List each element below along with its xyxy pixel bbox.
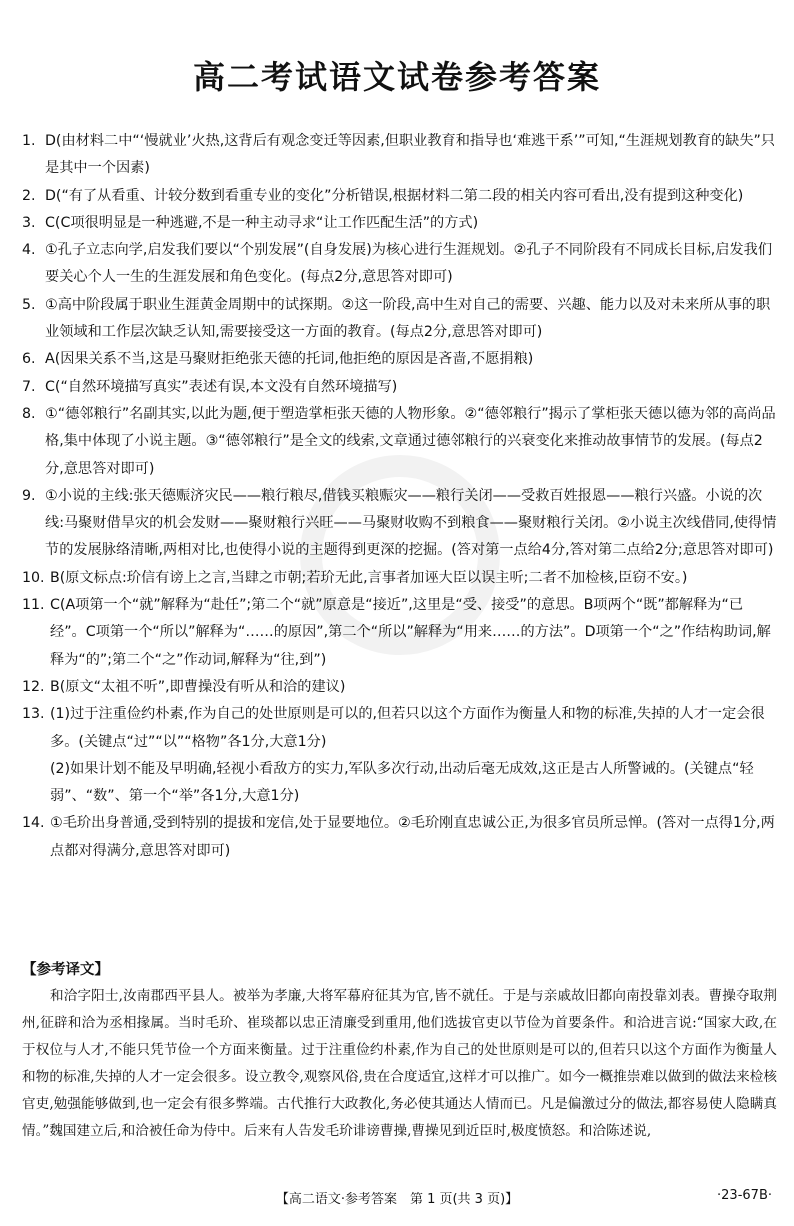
- answer-item-1: [22, 128, 777, 183]
- answer-text: C(C项很明显是一种逃避,不是一种主动寻求“让工作匹配生活”的方式): [45, 214, 479, 231]
- answer-text: A(因果关系不当,这是马聚财拒绝张天德的托词,他拒绝的原因是吝啬,不愿捐粮): [45, 351, 534, 368]
- answer-number: 9.: [22, 487, 36, 504]
- answer-number: 11.: [22, 597, 45, 614]
- answer-text: D(“有了从看重、计较分数到看重专业的变化”分析错误,根据材料二第二段的相关内容可看出,没有提到这种变化): [45, 187, 744, 204]
- answer-number: 7.: [22, 378, 36, 395]
- answer-item-8: [22, 401, 777, 483]
- answer-item-13: [22, 701, 777, 810]
- answer-text: ①小说的主线:张天德赈济灾民——粮行粮尽,借钱买粮赈灾——粮行关闭——受救百姓报恩——粮行兴盛。小说的次线:马聚财借旱灾的机会发财——聚财粮行兴旺——马聚财收购不到粮食——聚财粮行关闭。②小说主次线借同,使得情节的发展脉络清晰,两相对比,也使得小说的主题得到更深的挖掘。(答对第一点给4分,答对第二点给2分;意思答对即可): [45, 487, 777, 559]
- answer-text: (1)过于注重俭约朴素,作为自己的处世原则是可以的,但若只以这个方面作为衡量人和物的标准,失掉的人才一定会很多。(关键点“过”“以”“格物”各1分,大意1分): [50, 706, 765, 750]
- answer-item-5: [22, 292, 777, 347]
- answer-text: ①孔子立志向学,启发我们要以“个别发展”(自身发展)为核心进行生涯规划。②孔子不同阶段有不同成长目标,启发我们要关心个人一生的生涯发展和角色变化。(每点2分,意思答对即可): [45, 242, 773, 286]
- answer-item-9: [22, 483, 777, 565]
- translation-text: 和洽字阳士,汝南郡西平县人。被举为孝廉,大将军幕府征其为官,皆不就任。于是与亲戚故旧都向南投靠刘表。曹操夺取荆州,征辟和洽为丞相掾属。当时毛玠、崔琰都以忠正清廉受到重用,他们选拔官吏以节俭为首要条件。和洽进言说:“国家大政,在于权位与人才,不能只凭节俭一个方面来衡量。过于注重俭约朴素,作为自己的处世原则是可以的,但若只以这个方面作为衡量人和物的标准,失掉的人才一定会很多。设立教令,观察风俗,贵在合度适宜,这样才可以推广。如今一概推崇难以做到的做法来检核官吏,勉强能够做到,也一定会有很多弊端。古代推行大政教化,务必使其通达人情而已。凡是偏激过分的做法,都容易使人隐瞒真情。”魏国建立后,和洽被任命为侍中。后来有人告发毛玠诽谤曹操,曹操见到近臣时,极度愤怒。和洽陈述说,: [22, 988, 777, 1139]
- answer-number: 12.: [22, 678, 45, 695]
- translation-heading: 【参考译文】: [22, 962, 109, 978]
- answer-text: B(原文标点:玠信有谤上之言,当肆之市朝;若玠无此,言事者加诬大臣以误主听;二者不加检核,臣窃不安。): [50, 569, 688, 586]
- answer-number: 5.: [22, 296, 36, 313]
- answer-number: 6.: [22, 351, 36, 368]
- answer-item-11: [22, 592, 777, 674]
- answer-text: ①“德邻粮行”名副其实,以此为题,便于塑造掌柜张天德的人物形象。②“德邻粮行”揭示了掌柜张天德以德为邻的高尚品格,集中体现了小说主题。③“德邻粮行”是全文的线索,文章通过德邻粮行的兴衰变化来推动故事情节的发展。(每点2分,意思答对即可): [45, 405, 776, 477]
- answer-text: ①毛玠出身普通,受到特别的提拔和宠信,处于显要地位。②毛玠刚直忠诚公正,为很多官员所忌惮。(答对一点得1分,两点都对得满分,意思答对即可): [50, 815, 775, 859]
- answer-list: [22, 128, 777, 865]
- answer-item-6: [22, 346, 777, 373]
- answer-text: C(“自然环境描写真实”表述有误,本文没有自然环境描写): [45, 378, 398, 395]
- answer-item-14: [22, 810, 777, 865]
- answer-text: ①高中阶段属于职业生涯黄金周期中的试探期。②这一阶段,高中生对自己的需要、兴趣、能力以及对未来所从事的职业领域和工作层次缺乏认知,需要接受这一方面的教育。(每点2分,意思答对即可): [45, 296, 771, 341]
- answer-item-3: [22, 210, 777, 237]
- page-footer: [0, 1188, 794, 1212]
- answer-item-2: [22, 183, 777, 210]
- answer-item-12: [22, 674, 777, 701]
- footer-page-info: 【高二语文·参考答案 第 1 页(共 3 页)】: [275, 1192, 519, 1207]
- answer-number: 4.: [22, 242, 36, 259]
- answer-item-7: [22, 374, 777, 401]
- footer-code: ·23-67B·: [717, 1188, 772, 1203]
- answer-number: 2.: [22, 187, 36, 204]
- answer-text: C(A项第一个“就”解释为“赴任”;第二个“就”原意是“接近”,这里是“受、接受”的意思。B项两个“既”都解释为“已经”。C项第一个“所以”解释为“……的原因”,第二个“所以”解释为“用来……的方法”。D项第一个“之”作结构助词,解释为“的”;第二个“之”作动词,解释为“往,到”): [50, 597, 771, 668]
- answer-text: B(原文“太祖不听”,即曹操没有听从和洽的建议): [50, 678, 346, 695]
- answer-number: 14.: [22, 815, 45, 832]
- answer-text: D(由材料二中“‘慢就业’火热,这背后有观念变迁等因素,但职业教育和指导也‘难逃干系’”可知,“生涯规划教育的缺失”只是其中一个因素): [45, 133, 776, 177]
- answer-item-4: [22, 237, 777, 292]
- answer-number: 10.: [22, 569, 45, 586]
- page-title: 高二考试语文试卷参考答案: [192, 58, 601, 96]
- answer-number: 13.: [22, 706, 45, 723]
- answer-number: 3.: [22, 214, 36, 231]
- answer-number: 1.: [22, 133, 36, 149]
- answer-text-part-2: (2)如果计划不能及早明确,轻视小看敌方的实力,军队多次行动,出动后毫无成效,这正是古人所警诫的。(关键点“轻弱”、“数”、第一个“举”各1分,大意1分): [50, 760, 754, 805]
- answer-number: 8.: [22, 405, 36, 422]
- answer-item-10: [22, 565, 777, 592]
